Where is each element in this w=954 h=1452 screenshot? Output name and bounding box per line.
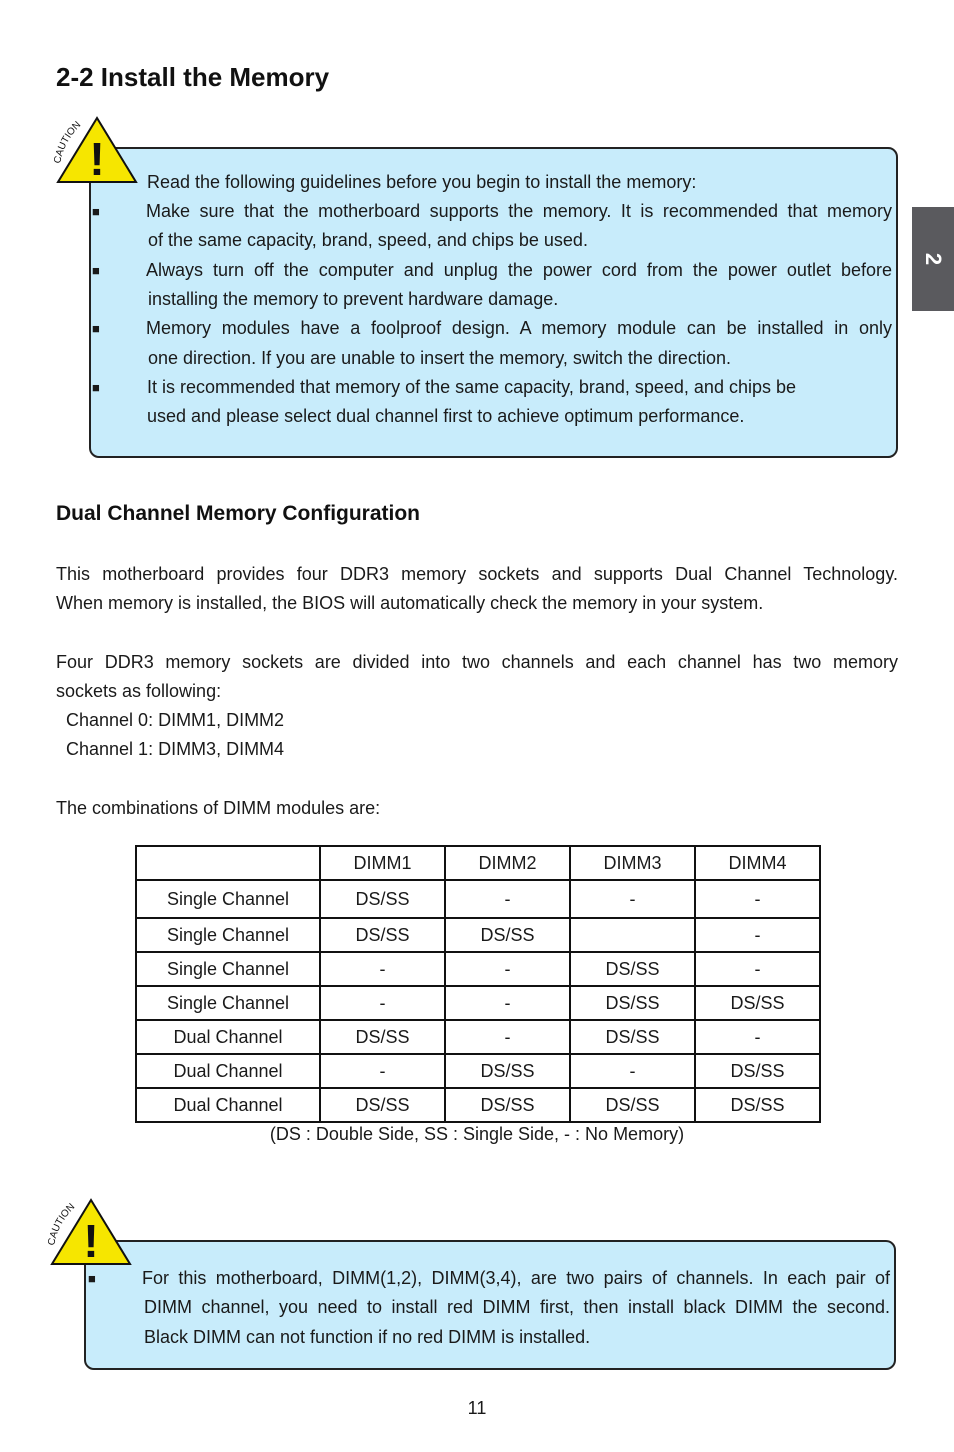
table-row [136, 1054, 820, 1088]
bullet-icon: ■ [92, 263, 100, 278]
table-row [136, 918, 820, 952]
paragraph-2-line2: sockets as following: [56, 681, 222, 701]
svg-text:CAUTION: CAUTION [52, 119, 84, 165]
caution2-line1: For this motherboard, DIMM(1,2), DIMM(3,4), are two pairs of channels. In each pair of [142, 1268, 890, 1288]
table-cell: Dual Channel [136, 1020, 320, 1054]
channel-0-text: Channel 0: DIMM1, DIMM2 [66, 710, 285, 730]
table-cell: - [320, 952, 445, 986]
table-corner-cell [136, 846, 320, 880]
bullet-icon: ■ [92, 204, 100, 219]
caution-item-4-line1: It is recommended that memory of the same capacity, brand, speed, and chips be [147, 377, 797, 397]
column-header: DIMM3 [570, 846, 695, 880]
table-cell: DS/SS [320, 918, 445, 952]
caution2-line2: DIMM channel, you need to install red DIMM first, then install black DIMM the second. [144, 1297, 890, 1317]
table-cell: Single Channel [136, 986, 320, 1020]
caution-warning-icon [44, 1194, 136, 1270]
table-cell: DS/SS [570, 1020, 695, 1054]
table-cell: DS/SS [695, 1088, 820, 1122]
table-row [136, 986, 820, 1020]
table-cell: DS/SS [320, 1088, 445, 1122]
svg-text:!: ! [83, 1215, 99, 1267]
channel-1-text: Channel 1: DIMM3, DIMM4 [66, 739, 285, 759]
table-cell: - [570, 1054, 695, 1088]
chapter-tab [912, 207, 954, 311]
table-cell: - [695, 1020, 820, 1054]
table-cell: Dual Channel [136, 1088, 320, 1122]
paragraph-1-line1: This motherboard provides four DDR3 memory sockets and supports Dual Channel Technology. [56, 564, 898, 584]
paragraph-1-line2: When memory is installed, the BIOS will automatically check the memory in your system. [56, 593, 764, 613]
table-cell: - [445, 880, 570, 918]
table-cell: DS/SS [695, 1054, 820, 1088]
svg-text:!: ! [89, 133, 105, 185]
table-cell: Single Channel [136, 952, 320, 986]
table-row [136, 1020, 820, 1054]
table-cell: - [320, 986, 445, 1020]
table-cell: - [445, 986, 570, 1020]
table-cell: DS/SS [445, 918, 570, 952]
table-cell: - [320, 1054, 445, 1088]
table-cell: DS/SS [445, 1054, 570, 1088]
table-legend: (DS : Double Side, SS : Single Side, - : No Memory) [269, 1124, 685, 1144]
caution-item-2-line2: installing the memory to prevent hardware damage. [148, 289, 559, 309]
table-cell: Dual Channel [136, 1054, 320, 1088]
dimm-combination-table [135, 845, 821, 1123]
column-header: DIMM2 [445, 846, 570, 880]
table-cell: - [445, 952, 570, 986]
table-row [136, 1088, 820, 1122]
caution-item-1-line1: Make sure that the motherboard supports the memory. It is recommended that memory [146, 201, 892, 221]
table-cell: DS/SS [320, 1020, 445, 1054]
table-cell: - [695, 918, 820, 952]
table-row [136, 952, 820, 986]
table-cell: - [570, 880, 695, 918]
svg-text:CAUTION: CAUTION [46, 1201, 78, 1247]
page-number: 11 [467, 1398, 487, 1418]
column-header: DIMM1 [320, 846, 445, 880]
table-cell: DS/SS [320, 880, 445, 918]
table-cell: DS/SS [570, 952, 695, 986]
caution-item-3-line2: one direction. If you are unable to insert the memory, switch the direction. [148, 348, 731, 368]
caution-warning-icon [50, 112, 142, 188]
bullet-icon: ■ [92, 380, 100, 395]
column-header: DIMM4 [695, 846, 820, 880]
combinations-intro: The combinations of DIMM modules are: [56, 798, 381, 818]
caution2-line3: Black DIMM can not function if no red DIMM is installed. [144, 1327, 591, 1347]
caution-item-2-line1: Always turn off the computer and unplug the power cord from the power outlet before [146, 260, 892, 280]
table-cell [570, 918, 695, 952]
caution-item-4-line2: used and please select dual channel first to achieve optimum performance. [147, 406, 745, 426]
table-cell: DS/SS [570, 1088, 695, 1122]
table-cell: DS/SS [695, 986, 820, 1020]
table-cell: Single Channel [136, 880, 320, 918]
table-row [136, 880, 820, 918]
table-cell: Single Channel [136, 918, 320, 952]
chapter-tab-label: 2 [921, 252, 946, 266]
table-cell: - [695, 880, 820, 918]
caution-item-1-line2: of the same capacity, brand, speed, and chips be used. [148, 230, 588, 250]
bullet-icon: ■ [92, 321, 100, 336]
table-cell: DS/SS [445, 1088, 570, 1122]
table-cell: - [695, 952, 820, 986]
table-cell: DS/SS [570, 986, 695, 1020]
section-heading: Dual Channel Memory Configuration [56, 502, 421, 525]
page-title: 2-2 Install the Memory [56, 62, 330, 92]
paragraph-2-line1: Four DDR3 memory sockets are divided into two channels and each channel has two memory [56, 652, 898, 672]
table-header-row [136, 846, 820, 880]
bullet-icon: ■ [88, 1271, 96, 1286]
caution-item-3-line1: Memory modules have a foolproof design. A memory module can be installed in only [146, 318, 892, 338]
table-cell: - [445, 1020, 570, 1054]
caution-intro: Read the following guidelines before you begin to install the memory: [147, 172, 697, 192]
